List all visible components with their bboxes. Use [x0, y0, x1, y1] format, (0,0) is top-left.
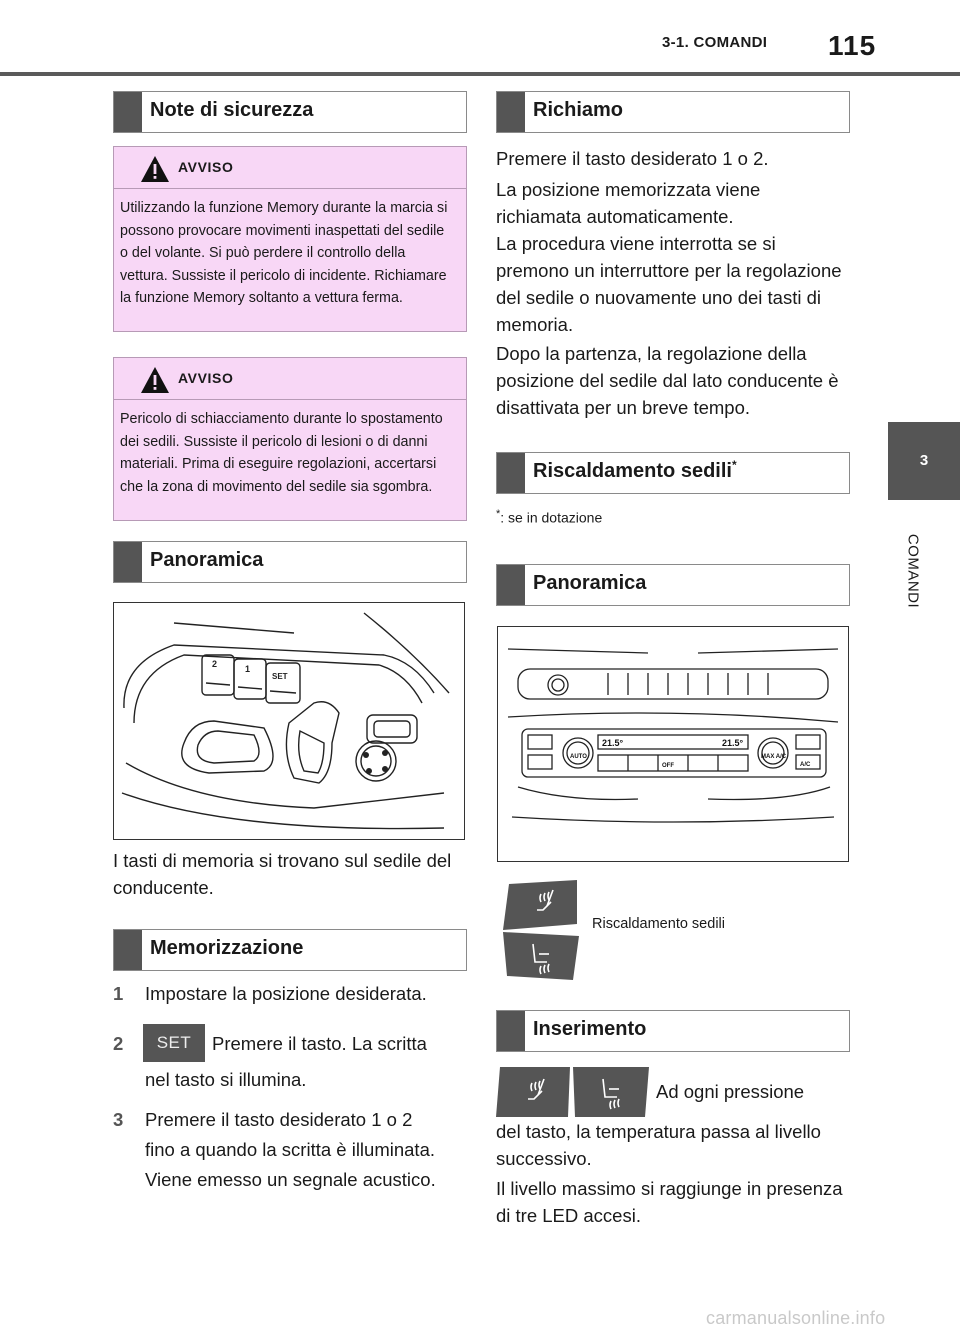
warning-text: Utilizzando la funzione Memory durante la marcia si possono provocare movimenti inaspettati del sedile o del volante. Si può perdere il controllo della vettura. Sussiste il pericolo di incidente. Richiamare la funzione Memory soltanto a vettura ferma.: [120, 200, 448, 306]
warning-title: AVVISO: [178, 159, 234, 175]
seat-heating-button-lower-icon: [503, 932, 579, 980]
section-header-overview-right: [496, 564, 850, 606]
section-bar: [114, 92, 142, 132]
warning-triangle-icon: [140, 366, 170, 394]
step-3-text-c: Viene emesso un segnale acustico.: [145, 1169, 436, 1190]
section-title: Richiamo: [533, 99, 624, 121]
auto-label: AUTO: [570, 754, 587, 760]
step-number-2: 2: [113, 1033, 124, 1054]
seat-memory-illustration: [113, 602, 465, 840]
section-header-activation: [496, 1010, 850, 1052]
warning-header: [114, 358, 466, 400]
section-header-recall: [496, 91, 850, 133]
section-header-safety: [113, 91, 467, 133]
section-title: Note di sicurezza: [150, 99, 314, 121]
availability-marker: *: [731, 458, 737, 472]
memory-label-set: SET: [272, 672, 288, 681]
seat-heating-inline-icon-2: [573, 1067, 649, 1117]
warning-box-crush: [113, 357, 467, 521]
memory-location-text: I tasti di memoria si trovano sul sedile del conducente.: [113, 850, 452, 898]
section-header-overview-left: [113, 541, 467, 583]
warning-header: [114, 147, 466, 189]
temp-right: 21.5°: [722, 738, 744, 748]
header-rule: [0, 72, 960, 76]
section-bar: [114, 930, 142, 970]
step-3-text-b: fino a quando la scritta è illuminata.: [145, 1139, 436, 1160]
section-bar: [497, 565, 525, 605]
page-number: 115: [828, 30, 877, 61]
seat-heating-inline-icon-1: [496, 1067, 570, 1117]
section-header-memorize: [113, 929, 467, 971]
section-title: Panoramica: [150, 549, 264, 571]
step-1-text: Impostare la posizione desiderata.: [145, 983, 427, 1004]
memory-label-1: 1: [245, 664, 251, 674]
recall-paragraph-4: Dopo la partenza, la regolazione della posizione del sedile dal lato conducente è disattivata per un breve tempo.: [496, 343, 839, 418]
max-ac-label: MAX A/C: [761, 754, 787, 760]
chapter-label-text: COMANDI: [904, 533, 922, 609]
step-3-text-a: Premere il tasto desiderato 1 o 2: [145, 1109, 413, 1130]
warning-text: Pericolo di schiacciamento durante lo spostamento dei sedili. Sussiste il pericolo di lesioni o di danni materiali. Prima di eseguire regolazioni, accertarsi che la zona di movimento del sedile sia sgombra.: [120, 411, 443, 495]
climate-panel-illustration: [497, 626, 849, 862]
running-header-section: 3-1. COMANDI: [662, 34, 768, 51]
section-title: Memorizzazione: [150, 937, 304, 959]
chapter-label: [883, 516, 943, 626]
step-number-3: 3: [113, 1109, 124, 1130]
memory-label-2: 2: [212, 659, 218, 669]
ac-label: A/C: [800, 762, 811, 768]
activation-paragraph-2: Il livello massimo si raggiunge in presenza di tre LED accesi.: [496, 1178, 843, 1226]
step-number-1: 1: [113, 983, 124, 1004]
footnote-marker: *: [496, 508, 501, 520]
recall-paragraph-2: La posizione memorizzata viene richiamata automaticamente.: [496, 179, 761, 227]
warning-triangle-icon: [140, 155, 170, 183]
section-bar: [497, 453, 525, 493]
recall-paragraph-1: Premere il tasto desiderato 1 o 2.: [496, 148, 769, 169]
section-bar: [497, 1011, 525, 1051]
section-bar: [497, 92, 525, 132]
section-title: Inserimento: [533, 1018, 647, 1040]
warning-title: AVVISO: [178, 370, 234, 386]
off-label: OFF: [662, 763, 674, 769]
section-bar: [114, 542, 142, 582]
section-title: [533, 460, 737, 483]
step-2-text-a: Premere il tasto. La scritta: [212, 1033, 427, 1054]
footnote-text: : se in dotazione: [500, 509, 603, 526]
section-title: Panoramica: [533, 572, 647, 594]
warning-box-memory: [113, 146, 467, 332]
section-header-seat-heating: [496, 452, 850, 494]
footnote: [496, 508, 602, 526]
recall-paragraph-3: La procedura viene interrotta se si premono un interruttore per la regolazione del sedile o nuovamente uno dei tasti di memoria.: [496, 233, 842, 335]
set-button-icon: SET: [143, 1024, 205, 1062]
seat-panel-drawing: [114, 603, 464, 839]
seat-heating-caption: Riscaldamento sedili: [592, 916, 725, 932]
activation-paragraph-1: del tasto, la temperatura passa al livello successivo.: [496, 1121, 821, 1169]
chapter-tab: 3: [888, 422, 960, 500]
section-title-text: Riscaldamento sedili: [533, 460, 732, 482]
step-2-text-b: nel tasto si illumina.: [145, 1069, 307, 1090]
temp-left: 21.5°: [602, 738, 624, 748]
watermark-text: carmanualsonline.info: [706, 1308, 886, 1328]
seat-heating-button-upper-icon: [503, 880, 579, 930]
activation-inline-text: Ad ogni pressione: [656, 1081, 805, 1102]
climate-panel-drawing: [498, 627, 848, 861]
